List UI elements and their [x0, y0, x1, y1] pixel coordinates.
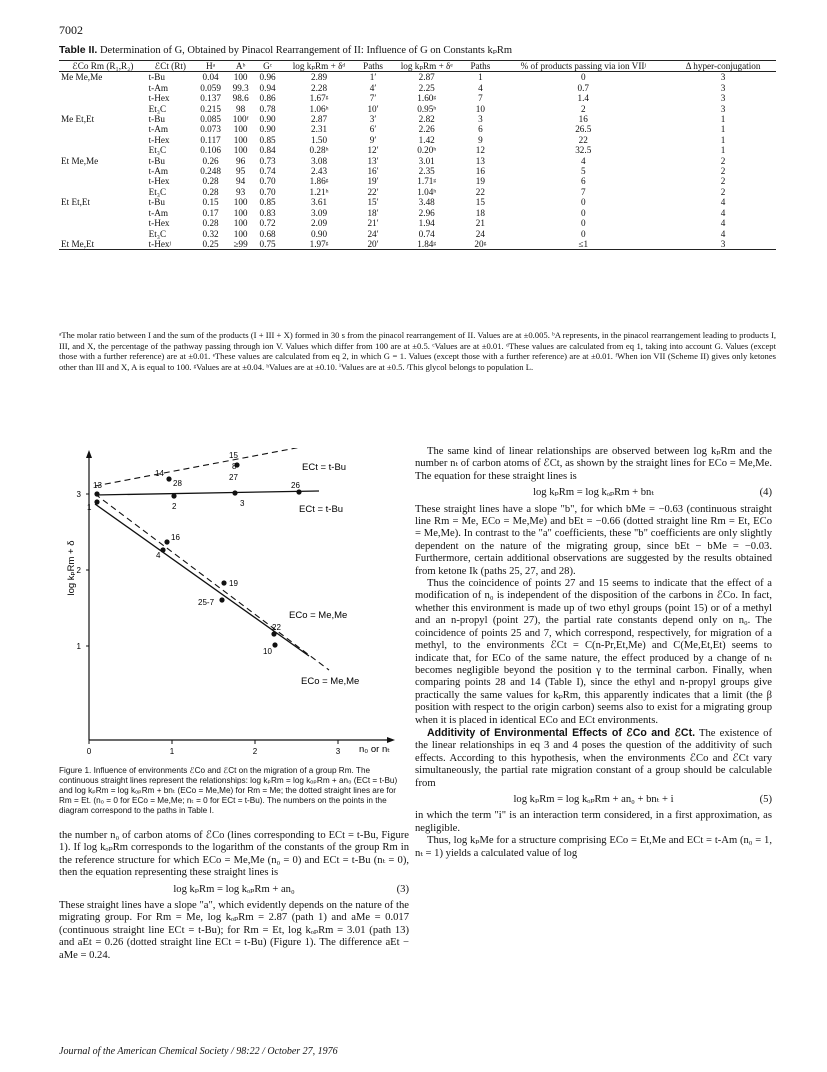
table-cell: 16′	[367, 166, 379, 177]
table-row	[59, 229, 776, 239]
table-cell: 0.059	[200, 82, 221, 93]
table-cell: 100	[233, 134, 248, 145]
table-cell: t-Hex	[148, 93, 170, 104]
table-cell: 1.97ᵍ	[281, 239, 357, 250]
table-cell: 0.215	[200, 103, 221, 114]
table-cell: 0.137	[200, 93, 221, 104]
table-cell: 6′	[369, 124, 377, 135]
table-cell: 2.26	[418, 124, 435, 135]
journal-footer: Journal of the American Chemical Society / 98:22 / October 27, 1976	[59, 1046, 338, 1057]
point-label-3: 3	[240, 499, 245, 508]
table-cell: 0.70	[259, 186, 276, 197]
table-cell: Et₃C	[148, 145, 167, 156]
table-cell: 10	[475, 103, 485, 114]
point-13	[94, 491, 99, 496]
table-cell: 10′	[367, 103, 379, 114]
point-25-7	[219, 597, 224, 602]
right-paragraph-5: in which the term "i" is an interaction term considered, in a first approximation, as negligible.	[415, 810, 772, 834]
table-cell	[59, 208, 147, 218]
table-cell: 7	[478, 93, 483, 104]
table-cell: 0.17	[202, 207, 219, 218]
point-label-16: 16	[171, 533, 180, 542]
table-cell: 0.26	[202, 155, 219, 166]
table-cell: 1.4	[577, 93, 589, 104]
table-cell: 21	[475, 218, 485, 229]
point-label-13: 13	[93, 481, 102, 490]
table-cell: 0.28	[202, 218, 219, 229]
table-cell	[59, 176, 147, 186]
line-et-eco-meme	[95, 494, 329, 670]
table-cell	[59, 124, 147, 134]
table-cell: 15	[475, 197, 485, 208]
point-22	[271, 631, 276, 636]
table-cell	[59, 145, 147, 155]
table-row	[59, 187, 776, 197]
table-cell	[59, 166, 147, 176]
table-cell: 0.90	[259, 124, 276, 135]
table-cell: 1	[720, 114, 726, 125]
table-cell: 15′	[367, 197, 379, 208]
point-label-4: 4	[156, 551, 161, 560]
table-cell: 0.28ʰ	[309, 145, 329, 156]
table-row	[59, 218, 776, 228]
table-cell: 0.248	[200, 166, 221, 177]
equation-3	[59, 884, 409, 896]
table-cell: 2.96	[418, 207, 435, 218]
y-tick-label-1: 1	[76, 642, 81, 651]
table-cell: 100	[233, 228, 248, 239]
table-cell: t-Bu	[148, 72, 165, 83]
table-caption-label: Table II.	[59, 44, 98, 56]
table-cell: ≥99	[227, 239, 254, 250]
figure-1-plot	[59, 448, 409, 778]
table-cell: 0.90	[259, 114, 276, 125]
table-cell: 32.5	[575, 145, 592, 156]
table-cell: 0.20ʰ	[417, 145, 437, 156]
table-cell: 22′	[367, 186, 379, 197]
table-cell: 3	[720, 93, 726, 104]
table-cell: 2.28	[310, 82, 328, 93]
table-cell: Et₃C	[148, 103, 167, 114]
table-cell: 2	[720, 186, 726, 197]
table-row	[59, 176, 776, 186]
table-cell: Et₃C	[148, 186, 167, 197]
point-16	[164, 539, 169, 544]
table-cell: 0.32	[202, 228, 219, 239]
table-cell: Me Me,Me	[61, 72, 103, 83]
table-cell: 4	[580, 155, 586, 166]
table-header-cell: Paths	[464, 61, 496, 72]
table-cell: t-Hex	[148, 134, 170, 145]
equation-3-body: log kₚRm = log kₒₚRm + an₀	[173, 883, 295, 895]
table-cell: 19′	[367, 176, 379, 187]
table-cell: 1	[720, 134, 726, 145]
table-cell: t-Hexʲ	[147, 239, 194, 250]
table-cell: Me Et,Et	[61, 114, 95, 125]
table-header-cell: Paths	[357, 61, 389, 72]
table-cell: t-Bu	[148, 197, 165, 208]
table-cell	[59, 218, 147, 228]
line-label-et-ect: ECt = t-Bu	[302, 462, 347, 473]
point-label-28: 28	[173, 479, 182, 488]
line-me-ect-tbu	[95, 491, 319, 495]
table-row	[59, 197, 776, 207]
y-axis-label: log kₚRm + δ	[66, 540, 77, 596]
table-cell: 22	[578, 134, 588, 145]
point-label-25-7: 25-7	[198, 598, 215, 607]
table-cell: 0.73	[259, 155, 276, 166]
table-cell: 2.87	[310, 114, 328, 125]
x-tick-label-0: 0	[86, 747, 92, 756]
table-cell: 2.87	[418, 72, 435, 83]
point-19	[221, 580, 226, 585]
table-cell: 1	[478, 72, 483, 83]
left-paragraph-1: the number n₀ of carbon atoms of ℰCo (lines corresponding to ECt = t-Bu, Figure 1). If log kₒₚRm corresponds to the logarithm of the constants of the group Rm in the reference structure for which ECo = Me,Me (n₀ = 0) and ECt = t-Bu (nₜ = 0), then the equation representing these straight lines is	[59, 830, 409, 879]
point-3	[232, 490, 237, 495]
table-cell: 0.95ʰ	[417, 103, 437, 114]
table-cell: Et Me,Et	[59, 239, 147, 250]
table-cell: 1	[720, 145, 726, 156]
table-cell: t-Bu	[148, 114, 165, 125]
table-cell: 98	[236, 103, 246, 114]
table-cell: 0.106	[200, 145, 221, 156]
table-cell: 4	[720, 197, 726, 208]
point-label-2: 2	[172, 502, 177, 511]
point-label-27: 27	[229, 473, 238, 482]
table-caption	[59, 44, 779, 56]
table-cell: 1.06ʰ	[309, 103, 329, 114]
table-cell: 1.71ᵍ	[417, 176, 437, 187]
table-cell: 3	[720, 103, 726, 114]
table-cell: 0.86	[259, 93, 276, 104]
right-paragraph-4	[415, 727, 772, 790]
table-cell: 0.74	[259, 166, 276, 177]
line-label-et-eco: ECo = Me,Me	[289, 610, 348, 621]
table-cell: 2	[720, 155, 726, 166]
table-cell: 4	[720, 207, 726, 218]
table-cell: 0.68	[259, 228, 276, 239]
table-cell: 2.31	[310, 124, 328, 135]
table-header-cell: % of products passing via ion VIIʲ	[496, 61, 670, 72]
table-cell: 100	[233, 72, 248, 83]
table-cell: 0.78	[259, 103, 276, 114]
table-header-row	[59, 61, 776, 72]
table-cell: 4	[720, 228, 726, 239]
table-cell: 0.25	[194, 239, 227, 250]
point-label-14: 14	[155, 469, 164, 478]
table-cell: 0.085	[200, 114, 221, 125]
point-label-15: 15	[229, 451, 238, 460]
section-heading-additivity: Additivity of Environmental Effects of ℰCo and ℰCt.	[427, 726, 696, 739]
y-tick-label-2: 2	[76, 566, 81, 575]
point-label-10: 10	[263, 647, 272, 656]
table-cell: t-Am	[148, 166, 168, 177]
right-paragraph-3: Thus the coincidence of points 27 and 15 seems to indicate that the effect of a modification of n₀ is independent of the disposition of the carbons in ℰCo. In fact, whether this environment is made up of two ethyl groups (point 15) or of a methyl and an n-propyl (point 27), the partial rate constants depend only on n₀. The coincidence of points 25 and 7, which correspond, respectively, for migration of a methyl, to the environments ℰCt = C(n-Pr,Et,Me) and C(Me,Et,Et) seems to indicate that, for ECo of the same nature, the effect produced by a change of nₜ becomes negligible beyond the position γ to the terminal carbon. Finally, when comparing points 28 and 14 (Table I), since the ethyl and n-propyl groups give practically the same values for kₚRm, this apparently indicates that a limit (the β position with respect to the origin carbon) seems also to exist for a migrating group when it is placed in identical ECo and ECt environments.	[415, 578, 772, 726]
table-cell: 2.09	[310, 218, 328, 229]
table-cell: 0.96	[259, 72, 276, 83]
table-cell	[59, 83, 147, 93]
table-cell: 7	[580, 186, 586, 197]
table-cell: t-Bu	[148, 155, 165, 166]
table-row	[59, 93, 776, 103]
table-cell: 1′	[369, 72, 377, 83]
table-cell: t-Hex	[148, 176, 170, 187]
table-header-cell: ℰCo Rm (R₁,R₂)	[59, 61, 147, 72]
table-cell: 98.6	[232, 93, 249, 104]
table-cell: t-Am	[148, 207, 168, 218]
table-cell: 26.5	[575, 124, 592, 135]
table-cell: 1.50	[310, 134, 328, 145]
table-cell	[59, 229, 147, 239]
table-cell: t-Hex	[148, 218, 170, 229]
table-cell: 2	[720, 166, 726, 177]
x-axis-label: n₀ or nₜ	[359, 744, 391, 755]
point-4	[160, 547, 165, 552]
table-cell: 2	[720, 176, 726, 187]
table-cell	[59, 187, 147, 197]
table-cell: 3	[720, 82, 726, 93]
table-cell: 3.08	[310, 155, 328, 166]
right-text-column	[415, 446, 772, 860]
table-cell: 1.67ᵍ	[309, 93, 329, 104]
table-row	[59, 135, 776, 145]
point-2	[171, 493, 176, 498]
table-cell: 3.48	[418, 197, 435, 208]
right-paragraph-1: The same kind of linear relationships are observed between log kₚRm and the number nₜ of carbon atoms of ℰCt, as shown by the straight lines for ECo = Me,Me. The equation for these straight lines is	[415, 446, 772, 482]
table-cell: 2.89	[310, 72, 328, 83]
x-tick-label-3: 3	[335, 747, 341, 756]
table-cell: 0.073	[200, 124, 221, 135]
table-cell: 2.25	[418, 82, 435, 93]
table-cell: t-Am	[148, 124, 168, 135]
table-cell: 24	[475, 228, 485, 239]
table-cell: 6	[580, 176, 586, 187]
table-cell: 1.21ʰ	[309, 186, 329, 197]
table-cell: 100	[233, 197, 248, 208]
x-axis-arrow	[387, 737, 395, 743]
table-cell: 99.3	[232, 82, 249, 93]
table-cell: 9	[478, 134, 483, 145]
table-cell: 18′	[367, 207, 379, 218]
table-cell: 3.61	[310, 197, 328, 208]
table-row	[59, 156, 776, 166]
right-paragraph-6: Thus, log kₚMe for a structure comprising ECo = Et,Me and ECt = t-Am (n₀ = 1, nₜ = 1) yields a calculated value of log	[415, 835, 772, 859]
table-cell: 0.28	[202, 186, 219, 197]
y-axis-arrow	[86, 450, 92, 458]
point-10	[272, 642, 277, 647]
point-label-22: 22	[272, 623, 281, 632]
table-header-cell: log kₚRm + δᵈ	[281, 61, 357, 72]
table-cell: 7′	[369, 93, 377, 104]
table-row	[59, 114, 776, 124]
table-cell: 100ᶠ	[232, 114, 249, 125]
table-cell: t-Am	[148, 82, 168, 93]
point-label-26: 26	[291, 481, 300, 490]
point-26	[296, 489, 301, 494]
table-cell: 100	[233, 124, 248, 135]
table-row	[59, 124, 776, 134]
table-cell: 100	[233, 207, 248, 218]
table-cell: 3	[478, 114, 483, 125]
line-me-eco-meme	[95, 504, 309, 656]
table-cell: 4′	[369, 82, 377, 93]
table-cell: 1.84ᵍ	[389, 239, 464, 250]
table-header-cell: Δ hyper-conjugation	[670, 61, 776, 72]
equation-4-body: log kₚRm = log kₒₚRm + bnₜ	[533, 487, 654, 499]
table-row	[59, 104, 776, 114]
table-cell: 20ᵍ	[464, 239, 496, 250]
table-header-cell: Gᶜ	[254, 61, 281, 72]
equation-5	[415, 794, 772, 806]
table-header-cell: ℰCt (Rt)	[147, 61, 194, 72]
table-cell: 0	[580, 207, 586, 218]
table-cell: 0.28	[202, 176, 219, 187]
table-cell: 0.72	[259, 218, 276, 229]
table-cell: 0	[580, 218, 586, 229]
point-label-19: 19	[229, 579, 238, 588]
table-cell: 0	[580, 228, 586, 239]
table-cell: 18	[475, 207, 485, 218]
table-cell: 4	[720, 218, 726, 229]
table-cell: 1.60ᵍ	[417, 93, 437, 104]
table-cell: 95	[236, 166, 246, 177]
table-cell: 20′	[357, 239, 389, 250]
table-cell: Et Me,Me	[61, 155, 99, 166]
table-cell: 0.117	[200, 134, 221, 145]
table-header-cell: Hᵃ	[194, 61, 227, 72]
table-row	[59, 208, 776, 218]
y-tick-label-3: 3	[76, 490, 81, 499]
page-number: 7002	[59, 23, 83, 37]
table-cell: 100	[233, 145, 248, 156]
table-cell: 0.85	[259, 197, 276, 208]
table-cell: 1.04ʰ	[417, 186, 437, 197]
table-cell: 2.82	[418, 114, 435, 125]
table-row	[59, 166, 776, 176]
right-paragraph-4-text: The existence of the linear relationships in eq 3 and 4 poses the question of the additivity of such effects. According to this hypothesis, when the environments ℰCo and ℰCt vary simultaneously, the partial rate migration constant of a group should be calculable from	[415, 727, 772, 789]
table-row	[59, 72, 776, 83]
table-row	[59, 145, 776, 155]
table-cell: 12′	[367, 145, 379, 156]
table-cell	[59, 104, 147, 114]
table-cell: 3	[670, 239, 776, 250]
point-28	[166, 476, 171, 481]
table-cell: Et Et,Et	[61, 197, 91, 208]
table-body	[59, 72, 776, 250]
table-caption-text: Determination of G, Obtained by Pinacol Rearrangement of II: Influence of G on Constants kₚRm	[99, 45, 513, 56]
table-cell: 0.74	[418, 228, 435, 239]
table-cell: 0.94	[259, 82, 276, 93]
x-tick-label-2: 2	[252, 747, 258, 756]
table-cell: 93	[236, 186, 246, 197]
table-cell: 100	[233, 218, 248, 229]
table-header-cell: log kₚRm + δᵉ	[389, 61, 464, 72]
data-table	[59, 60, 776, 250]
table-row	[59, 239, 776, 250]
table-cell: 0.85	[259, 134, 276, 145]
table-cell: 0.83	[259, 207, 276, 218]
table-row	[59, 83, 776, 93]
table-cell: 21′	[367, 218, 379, 229]
equation-5-body: log kₚRm = log kₒₚRm + an₀ + bnₜ + i	[513, 793, 674, 805]
left-text-column	[59, 830, 409, 962]
table-header-cell: Aᵇ	[227, 61, 254, 72]
table-cell: Et₃C	[148, 228, 167, 239]
table-cell: 9′	[369, 134, 377, 145]
table-cell: 3′	[369, 114, 377, 125]
point-label-8: 8	[232, 462, 237, 471]
table-cell: 4	[478, 82, 483, 93]
table-cell: 24′	[367, 228, 379, 239]
line-label-me-ect: ECt = t-Bu	[299, 504, 344, 515]
equation-3-number: (3)	[396, 883, 409, 895]
table-cell: 13′	[367, 155, 379, 166]
left-paragraph-2: These straight lines have a slope "a", which evidently depends on the nature of the migrating group. For Rm = Me, log kₒₚRm = 2.87 (path 1) and aMe = 0.017 (continuous straight line ECt = t-Bu); for Rm = Et, log kₒₚRm = 3.01 (path 13) and aEt = 0.26 (dotted straight line ECt = t-Bu) (Figure 1). The difference aEt − aMe = 0.24.	[59, 900, 409, 961]
table-cell: 0	[580, 72, 586, 83]
table-cell	[59, 93, 147, 103]
table-cell: 22	[475, 186, 485, 197]
table-cell: 5	[580, 166, 586, 177]
table-cell: 6	[478, 124, 483, 135]
table-cell: 0.75	[254, 239, 281, 250]
equation-5-number: (5)	[759, 793, 772, 805]
table-cell: 2.43	[310, 166, 328, 177]
table-cell: 2	[580, 103, 586, 114]
table-cell: 0.7	[577, 82, 589, 93]
equation-4	[415, 487, 772, 499]
equation-4-number: (4)	[759, 487, 772, 499]
table-cell: 12	[475, 145, 485, 156]
line-label-me-eco: ECo = Me,Me	[301, 676, 360, 687]
x-tick-label-1: 1	[169, 747, 175, 756]
point-label-1: 1	[87, 503, 92, 512]
table-cell: 94	[236, 176, 246, 187]
table-cell: 96	[236, 155, 246, 166]
table-cell: 0	[580, 197, 586, 208]
table-cell: 16	[578, 114, 588, 125]
point-1	[94, 499, 99, 504]
table-cell: 3.09	[310, 207, 328, 218]
table-cell: 0.84	[259, 145, 276, 156]
table-cell: 3	[720, 72, 726, 83]
table-cell: 0.15	[202, 197, 219, 208]
table-cell: 19	[475, 176, 485, 187]
right-paragraph-2: These straight lines have a slope "b", for which bMe = −0.63 (continuous straight line Rm = Me, ECo = Me,Me) and bEt = −0.66 (dotted straight line Rm = Et, ECo = Me,Me). In contrast to the "a" coefficients, these "b" coefficients are only slightly dependent on the nature of the migrating group, since bEt − bMe = −0.03. Furthermore, certain additional observations are suggested by the results obtained from ketone Ik (paths 25, 27, and 28).	[415, 503, 772, 577]
table-cell: 2.35	[418, 166, 435, 177]
table-cell: 3.01	[418, 155, 435, 166]
table-cell: 13	[475, 155, 485, 166]
table-footnote: ᵃThe molar ratio between I and the sum of the products (I + III + X) formed in 30 s from the pinacol rearrangement of II. Values are at ±0.005. ᵇA represents, in the pinacol rearrangement leading to products I, III, and X, the percentage of the pathway passing through ion V. Values which differ from 100 are at ±0.5. ᶜValues are at ±0.01. ᵈThese values are calculated from eq 1, taking into account G. Values (except those with a further reference) are at ±0.01. ᵉThese values are calculated from eq 2, in which G = 1. Values (except those with a further reference) are at ±0.01. ᶠWhen ion VII (Scheme II) gives only ketones other than III and X, A is equal to 100. ᵍValues are at ±0.04. ʰValues are at ±0.10. ⁱValues are at ±0.5. ʲThis glycol belongs to population L.	[59, 330, 776, 372]
table-cell: 0.90	[310, 228, 328, 239]
table-cell: 1.42	[418, 134, 435, 145]
table-cell: 1.86ᵍ	[309, 176, 329, 187]
table-cell	[59, 135, 147, 145]
table-cell: 1.94	[418, 218, 435, 229]
table-cell: ≤1	[496, 239, 670, 250]
figure-caption: Figure 1. Influence of environments ℰCo and ℰCt on the migration of a group Rm. The continuous straight lines represent the relationships: log kₚRm = log kₒₚRm + an₀ (ECt = t-Bu) and log kₚRm = log kₒₚRm + bnₜ (ECo = Me,Me) for Rm = Me; the dotted straight lines are for Rm = Et. (n₀ = 0 for ECo = Me,Me; nₜ = 0 for ECt = t-Bu). The numbers on the points in the diagram correspond to the paths in Table I.	[59, 766, 398, 815]
table-cell: 0.04	[202, 72, 219, 83]
table-cell: 1	[720, 124, 726, 135]
table-cell: 16	[475, 166, 485, 177]
table-cell: 0.70	[259, 176, 276, 187]
